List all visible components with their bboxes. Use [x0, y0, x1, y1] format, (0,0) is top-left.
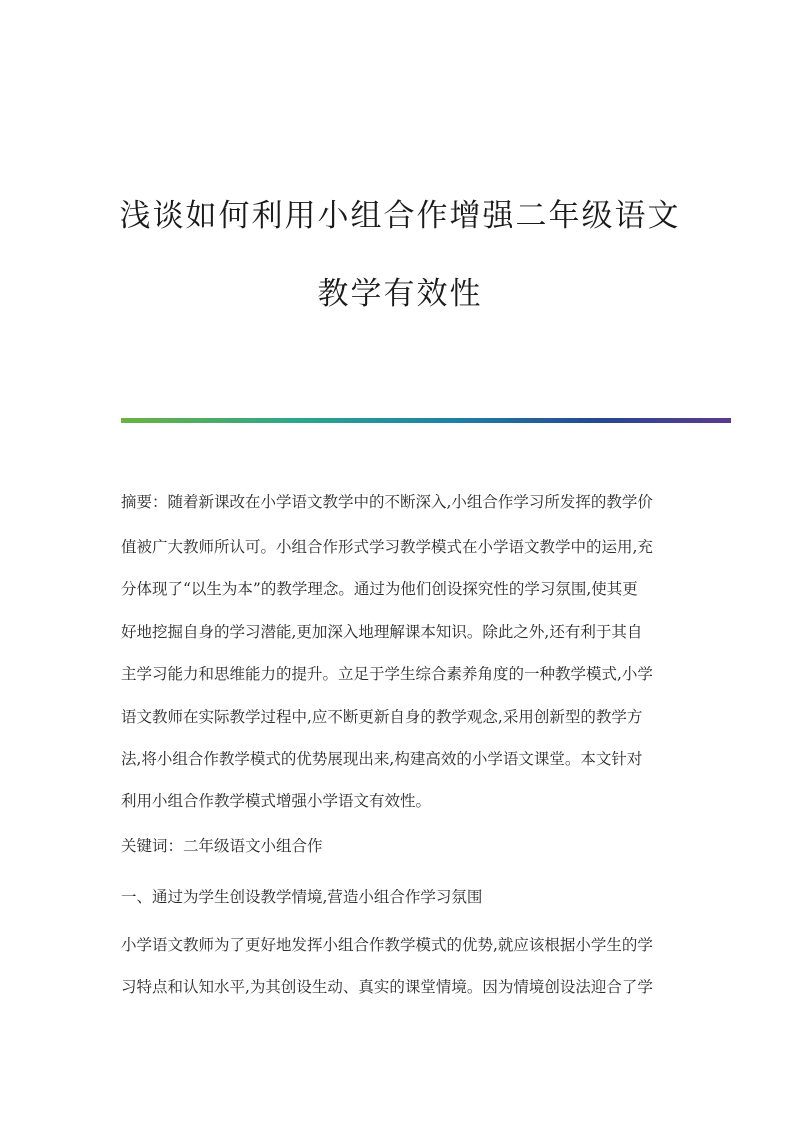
section-heading: 一、通过为学生创设教学情境,营造小组合作学习氛围: [121, 888, 483, 906]
document-title-line-1: 浅谈如何利用小组合作增强二年级语文: [119, 198, 681, 234]
title-divider: [121, 418, 731, 423]
abstract-line: 好地挖掘自身的学习潜能,更加深入地理解课本知识。除此之外,还有利于其自: [121, 623, 643, 641]
abstract-line: 利用小组合作教学模式增强小学语文有效性。: [121, 792, 432, 810]
section-paragraph-line: 习特点和认知水平,为其创设生动、真实的课堂情境。因为情境创设法迎合了学: [121, 978, 653, 996]
section-paragraph-line: 小学语文教师为了更好地发挥小组合作教学模式的优势,就应该根据小学生的学: [121, 936, 653, 954]
document-title-line-2: 教学有效性: [317, 276, 483, 312]
abstract-line: 摘要：随着新课改在小学语文教学中的不断深入,小组合作学习所发挥的教学价: [121, 493, 653, 511]
keywords: 关键词：二年级语文小组合作: [121, 837, 323, 855]
abstract-line: 语文教师在实际教学过程中,应不断更新自身的教学观念,采用创新型的教学方: [121, 708, 643, 726]
abstract-line: 主学习能力和思维能力的提升。立足于学生综合素养角度的一种教学模式,小学: [121, 665, 653, 683]
abstract-line: 值被广大教师所认可。小组合作形式学习教学模式在小学语文教学中的运用,充: [121, 538, 653, 556]
abstract-line: 法,将小组合作教学模式的优势展现出来,构建高效的小学语文课堂。本文针对: [121, 750, 643, 768]
abstract-line: 分体现了“以生为本”的教学理念。通过为他们创设探究性的学习氛围,使其更: [121, 580, 638, 598]
